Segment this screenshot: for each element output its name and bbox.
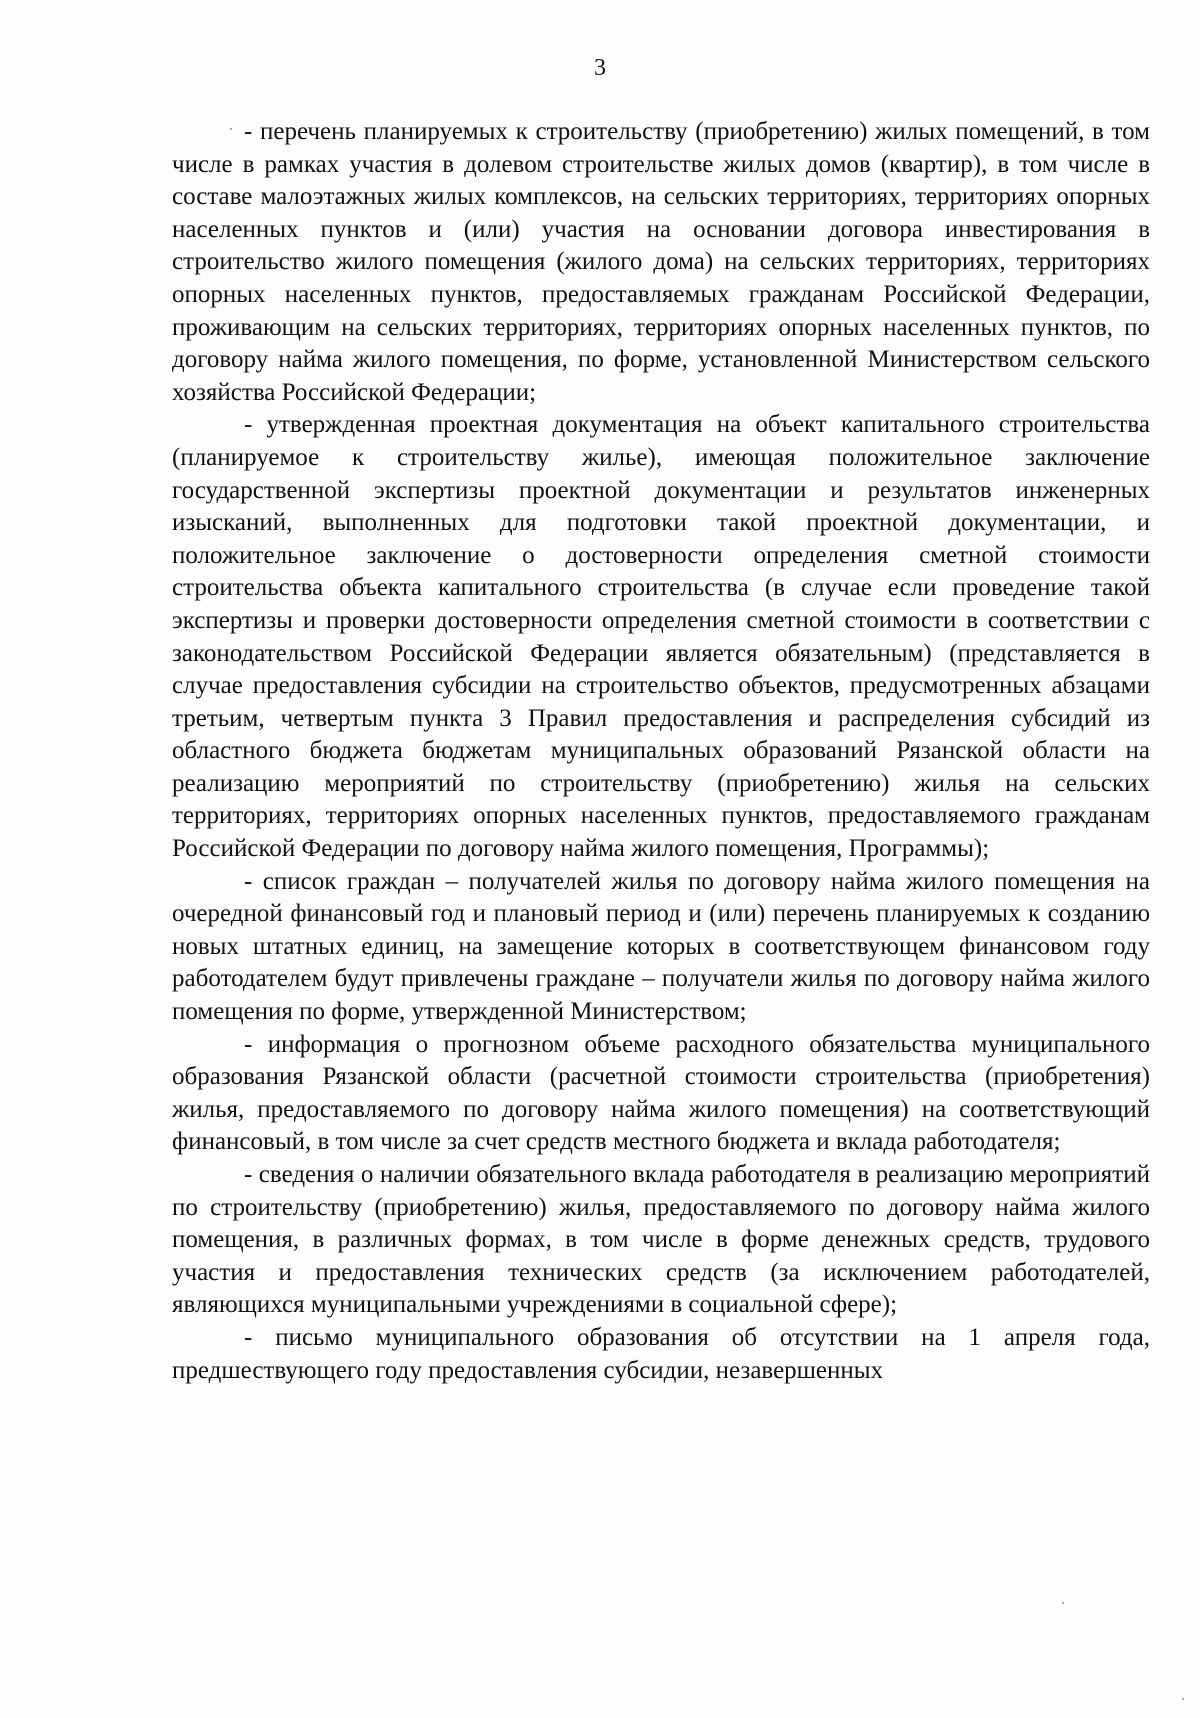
paragraph-municipal-letter: - письмо муниципального образования об отсутствии на 1 апреля года, предшествующего году предоставления субсидии, незавершенных (172, 1323, 1150, 1384)
paragraph-project-documentation: - утвержденная проектная документация на объект капитального строительства (планируемое к строительству жилье), имеющая положительное заключение государственной экспертизы проектной документации и результатов инженерных изысканий, выполненных для подготовки такой проектной документации, и положительное заключение о достоверности определения сметной стоимости строительства объекта капитального строительства (в случае если проведение такой экспертизы и проверки достоверности определения сметной стоимости в соответствии с законодательством Российской Федерации является обязательным) (представляется в случае предоставления субсидии на строительство объектов, предусмотренных абзацами третьим, четвертым пункта 3 Правил предоставления и распределения субсидий из областного бюджета бюджетам муниципальных образований Рязанской области на реализацию мероприятий по строительству (приобретению) жилья на сельских территориях, территориях опорных населенных пунктов, предоставляемого гражданам Российской Федерации по договору найма жилого помещения, Программы); (172, 411, 1150, 863)
page-number: 3 (594, 55, 606, 81)
scan-speck (1062, 1602, 1064, 1604)
paragraph-citizens-list: - список граждан – получателей жилья по договору найма жилого помещения на очередной финансовый год и плановый период и (или) перечень планируемых к созданию новых штатных единиц, на замещение которых в соответствующем финансовом году работодателем будут привлечены граждане – получатели жилья по договору найма жилого помещения по форме, утвержденной Министерством; (172, 867, 1150, 1026)
paragraph-employer-contribution: - сведения о наличии обязательного вклада работодателя в реализацию мероприятий по строительству (приобретению) жилья, предоставляемого по договору найма жилого помещения, в различных формах, в том числе в форме денежных средств, трудового участия и предоставления технических средств (за исключением работодателей, являющихся муниципальными учреждениями в социальной сфере); (172, 1161, 1150, 1319)
scan-speck (230, 128, 232, 130)
scan-speck (1182, 1698, 1184, 1700)
paragraph-expenditure-info: - информация о прогнозном объеме расходного обязательства муниципального образования Рязанской области (расчетной стоимости строительства (приобретения) жилья, предоставляемого по договору найма жилого помещения) на соответствующий финансовый, в том числе за счет средств местного бюджета и вклада работодателя; (172, 1030, 1150, 1156)
document-body (172, 116, 1150, 1387)
paragraph-housing-list: - перечень планируемых к строительству (приобретению) жилых помещений, в том числе в рамках участия в долевом строительстве жилых домов (квартир), в том числе в составе малоэтажных жилых комплексов, на сельских территориях, территориях опорных населенных пунктов и (или) участия на основании договора инвестирования в строительство жилого помещения (жилого дома) на сельских территориях, территориях опорных населенных пунктов, предоставляемых гражданам Российской Федерации, проживающим на сельских территориях, территориях опорных населенных пунктов, по договору найма жилого помещения, по форме, установленной Министерством сельского хозяйства Российской Федерации; (172, 118, 1150, 406)
